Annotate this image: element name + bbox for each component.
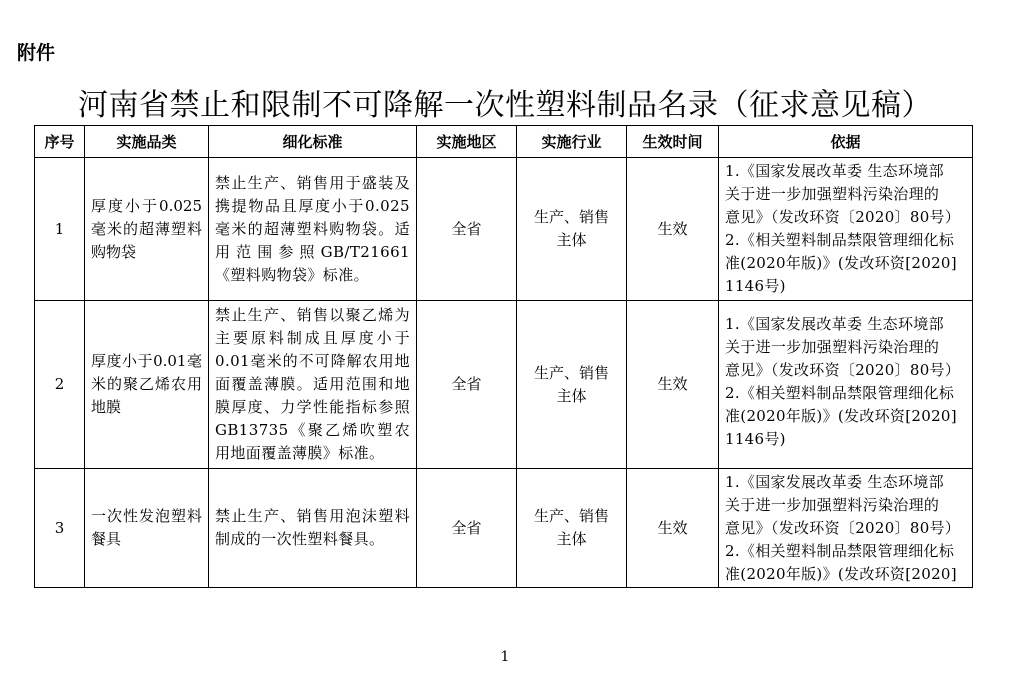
cell-effective: 生效 <box>627 301 719 469</box>
cell-category: 一次性发泡塑料餐具 <box>85 469 209 588</box>
cell-basis <box>719 158 973 301</box>
basis-line: 1.《国家发展改革委 生态环境部 <box>725 473 944 491</box>
page-number: 1 <box>500 649 510 665</box>
cell-category: 厚度小于0.01毫米的聚乙烯农用地膜 <box>85 301 209 469</box>
document-title: 河南省禁止和限制不可降解一次性塑料制品名录（征求意见稿） <box>78 88 932 123</box>
cell-no: 3 <box>35 469 85 588</box>
cell-basis <box>719 469 973 588</box>
basis-line: 2.《相关塑料制品禁限管理细化标 <box>725 542 955 560</box>
cell-industry <box>517 158 627 301</box>
industry-text: 生产、销售主体 <box>533 208 609 249</box>
industry-text: 生产、销售主体 <box>533 363 609 405</box>
plastic-products-table <box>34 125 973 588</box>
cell-region: 全省 <box>417 158 517 301</box>
basis-line: 关于进一步加强塑料污染治理的 <box>725 185 940 203</box>
header-standard: 细化标准 <box>209 126 417 158</box>
table-row <box>35 469 973 588</box>
cell-effective: 生效 <box>627 469 719 588</box>
basis-line: 意见》（发改环资〔2020〕80号） <box>725 208 961 226</box>
table-row <box>35 301 973 469</box>
industry-text: 生产、销售主体 <box>533 507 609 548</box>
basis-line: 准(2020年版)》(发改环资[2020] <box>725 254 957 272</box>
cell-no: 1 <box>35 158 85 301</box>
header-effective: 生效时间 <box>627 126 719 158</box>
cell-category: 厚度小于0.025毫米的超薄塑料购物袋 <box>85 158 209 301</box>
table-row <box>35 158 973 301</box>
basis-line: 意见》（发改环资〔2020〕80号） <box>725 361 961 379</box>
cell-standard: 禁止生产、销售用于盛装及携提物品且厚度小于0.025毫米的超薄塑料购物袋。适用范围参照GB/T21661《塑料购物袋》标准。 <box>209 158 417 301</box>
cell-no: 2 <box>35 301 85 469</box>
basis-line: 1.《国家发展改革委 生态环境部 <box>725 315 944 333</box>
basis-line: 准(2020年版)》(发改环资[2020] <box>725 565 957 583</box>
basis-line: 意见》（发改环资〔2020〕80号） <box>725 519 961 537</box>
cell-standard: 禁止生产、销售用泡沫塑料制成的一次性塑料餐具。 <box>209 469 417 588</box>
cell-effective: 生效 <box>627 158 719 301</box>
basis-line: 2.《相关塑料制品禁限管理细化标 <box>725 384 955 402</box>
basis-line: 1146号) <box>725 277 786 295</box>
header-no: 序号 <box>35 126 85 158</box>
table-header-row <box>35 126 973 158</box>
cell-region: 全省 <box>417 301 517 469</box>
attachment-label: 附件 <box>17 42 56 64</box>
header-region: 实施地区 <box>417 126 517 158</box>
header-category: 实施品类 <box>85 126 209 158</box>
basis-line: 2.《相关塑料制品禁限管理细化标 <box>725 231 955 249</box>
basis-line: 1.《国家发展改革委 生态环境部 <box>725 162 944 180</box>
basis-line: 关于进一步加强塑料污染治理的 <box>725 338 940 356</box>
basis-line: 关于进一步加强塑料污染治理的 <box>725 496 940 514</box>
basis-line: 准(2020年版)》(发改环资[2020] <box>725 407 957 425</box>
cell-industry <box>517 469 627 588</box>
cell-standard: 禁止生产、销售以聚乙烯为主要原料制成且厚度小于0.01毫米的不可降解农用地面覆盖薄膜。适用范围和地膜厚度、力学性能指标参照GB13735《聚乙烯吹塑农用地面覆盖薄膜》标准。 <box>209 301 417 469</box>
basis-line: 1146号) <box>725 430 786 448</box>
cell-basis <box>719 301 973 469</box>
cell-region: 全省 <box>417 469 517 588</box>
header-basis: 依据 <box>719 126 973 158</box>
cell-industry <box>517 301 627 469</box>
header-industry: 实施行业 <box>517 126 627 158</box>
